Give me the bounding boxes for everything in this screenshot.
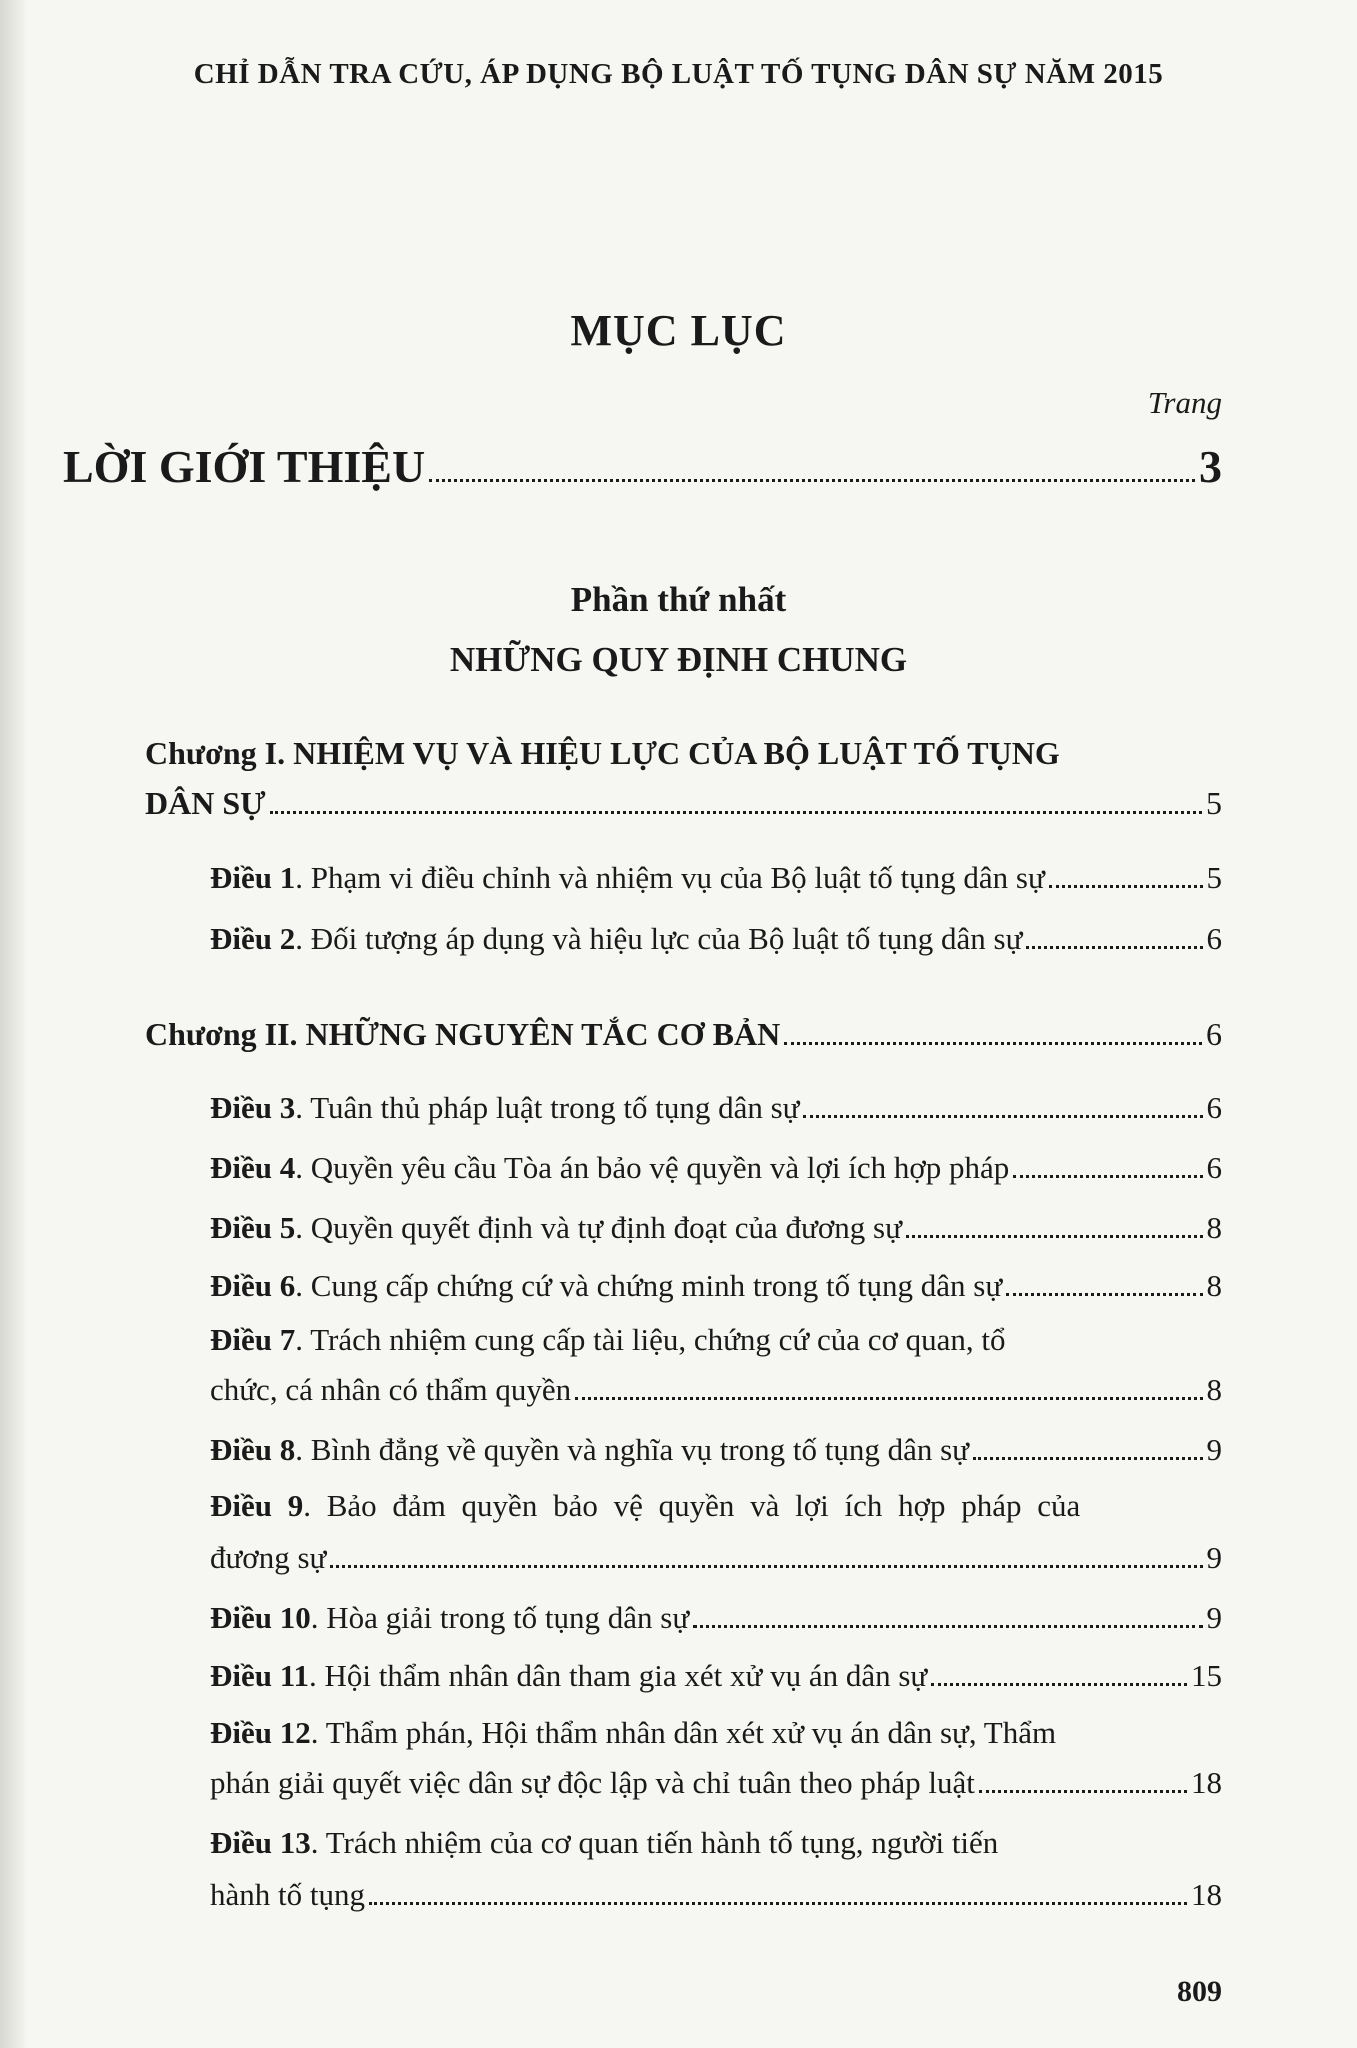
leader-dots xyxy=(1013,1174,1202,1178)
article-7-title-line1: . Trách nhiệm cung cấp tài liệu, chứng cứ của cơ quan, tổ xyxy=(295,1322,1006,1357)
article-1-title: . Phạm vi điều chỉnh và nhiệm vụ của Bộ luật tố tụng dân sự xyxy=(295,860,1045,895)
article-3-number: Điều 3 xyxy=(210,1090,296,1125)
chapter-2-entry[interactable] xyxy=(145,1016,1222,1053)
leader-dots xyxy=(330,1564,1202,1568)
page-column-label: Trang xyxy=(1147,385,1222,420)
chapter-1-line1: Chương I. NHIỆM VỤ VÀ HIỆU LỰC CỦA BỘ LUẬT TỐ TỤNG xyxy=(145,735,1060,771)
leader-dots xyxy=(1026,945,1202,949)
article-12-title-line1: . Thẩm phán, Hội thẩm nhân dân xét xử vụ án dân sự, Thẩm xyxy=(310,1715,1057,1750)
article-8-page: 9 xyxy=(1206,1432,1222,1467)
article-11-title: . Hội thẩm nhân dân tham gia xét xử vụ án dân sự xyxy=(309,1658,928,1693)
chapter-1-line2: DÂN SỰ xyxy=(145,785,266,821)
article-2[interactable] xyxy=(210,921,1222,957)
article-7-number: Điều 7 xyxy=(210,1322,296,1357)
chapter-1-page: 5 xyxy=(1206,785,1222,821)
article-10-title: . Hòa giải trong tố tụng dân sự xyxy=(310,1600,690,1635)
leader-dots xyxy=(369,1901,1187,1905)
article-12-number: Điều 12 xyxy=(210,1715,311,1750)
article-3[interactable] xyxy=(210,1090,1222,1126)
article-7-title-line2: chức, cá nhân có thẩm quyền xyxy=(210,1372,572,1407)
article-5[interactable] xyxy=(210,1210,1222,1246)
leader-dots xyxy=(1006,1292,1202,1296)
article-12[interactable] xyxy=(210,1765,1222,1801)
article-6-number: Điều 6 xyxy=(210,1268,296,1303)
article-12-page: 18 xyxy=(1191,1765,1222,1800)
article-8[interactable] xyxy=(210,1432,1222,1468)
article-7-page: 8 xyxy=(1206,1372,1222,1407)
part-number: Phần thứ nhất xyxy=(570,580,787,619)
article-2-title: . Đối tượng áp dụng và hiệu lực của Bộ luật tố tụng dân sự xyxy=(295,921,1023,956)
article-13-line1 xyxy=(210,1825,998,1861)
chapter-1-entry[interactable] xyxy=(145,785,1222,822)
article-6-page: 8 xyxy=(1206,1268,1222,1303)
intro-entry[interactable] xyxy=(63,440,1222,493)
intro-label: LỜI GIỚI THIỆU xyxy=(63,441,426,492)
article-9-title-line2: đương sự xyxy=(210,1540,327,1575)
leader-dots xyxy=(575,1396,1202,1400)
article-13-title-line1: . Trách nhiệm của cơ quan tiến hành tố tụng, người tiến xyxy=(310,1825,999,1860)
article-4-number: Điều 4 xyxy=(210,1150,296,1185)
article-5-number: Điều 5 xyxy=(210,1210,296,1245)
article-5-page: 8 xyxy=(1206,1210,1222,1245)
leader-dots xyxy=(693,1624,1202,1628)
article-10-page: 9 xyxy=(1206,1600,1222,1635)
leader-dots xyxy=(429,478,1195,482)
article-1[interactable] xyxy=(210,860,1222,896)
article-13[interactable] xyxy=(210,1877,1222,1913)
article-12-title-line2: phán giải quyết việc dân sự độc lập và chỉ tuân theo pháp luật xyxy=(210,1765,975,1800)
article-9-title-line1: . Bảo đảm quyền bảo vệ quyền và lợi ích hợp pháp của xyxy=(303,1488,1081,1523)
article-2-page: 6 xyxy=(1206,921,1222,956)
article-13-title-line2: hành tố tụng xyxy=(210,1877,365,1912)
article-2-number: Điều 2 xyxy=(210,921,296,956)
leader-dots xyxy=(979,1789,1187,1793)
article-10[interactable] xyxy=(210,1600,1222,1636)
article-11-number: Điều 11 xyxy=(210,1658,310,1693)
running-head: CHỈ DẪN TRA CỨU, ÁP DỤNG BỘ LUẬT TỐ TỤNG DÂN SỰ NĂM 2015 xyxy=(193,58,1164,90)
article-7-line1 xyxy=(210,1322,1006,1358)
leader-dots xyxy=(803,1114,1202,1118)
intro-page: 3 xyxy=(1199,441,1222,492)
leader-dots xyxy=(973,1456,1203,1460)
article-9-page: 9 xyxy=(1206,1540,1222,1575)
article-4-title: . Quyền yêu cầu Tòa án bảo vệ quyền và lợi ích hợp pháp xyxy=(295,1150,1010,1185)
article-11-page: 15 xyxy=(1191,1658,1222,1693)
toc-title: MỤC LỤC xyxy=(570,306,787,355)
page-number: 809 xyxy=(1177,1975,1222,2008)
article-8-title: . Bình đẳng về quyền và nghĩa vụ trong tố tụng dân sự xyxy=(295,1432,969,1467)
part-name: NHỮNG QUY ĐỊNH CHUNG xyxy=(449,640,908,679)
article-12-line1 xyxy=(210,1715,1056,1751)
article-13-page: 18 xyxy=(1191,1877,1222,1912)
article-3-page: 6 xyxy=(1206,1090,1222,1125)
article-10-number: Điều 10 xyxy=(210,1600,311,1635)
article-6[interactable] xyxy=(210,1268,1222,1304)
article-1-number: Điều 1 xyxy=(210,860,296,895)
article-8-number: Điều 8 xyxy=(210,1432,296,1467)
article-4-page: 6 xyxy=(1206,1150,1222,1185)
leader-dots xyxy=(906,1234,1203,1238)
article-9-line1 xyxy=(210,1488,1080,1524)
chapter-2-page: 6 xyxy=(1206,1016,1222,1052)
article-13-number: Điều 13 xyxy=(210,1825,311,1860)
chapter-2-title: Chương II. NHỮNG NGUYÊN TẮC CƠ BẢN xyxy=(145,1016,781,1052)
article-6-title: . Cung cấp chứng cứ và chứng minh trong tố tụng dân sự xyxy=(295,1268,1003,1303)
article-9[interactable] xyxy=(210,1540,1222,1576)
article-9-number: Điều 9 xyxy=(210,1488,304,1523)
leader-dots xyxy=(931,1682,1187,1686)
article-3-title: . Tuân thủ pháp luật trong tố tụng dân sự xyxy=(295,1090,800,1125)
leader-dots xyxy=(270,810,1202,814)
article-1-page: 5 xyxy=(1206,860,1222,895)
leader-dots xyxy=(784,1041,1202,1045)
article-4[interactable] xyxy=(210,1150,1222,1186)
article-5-title: . Quyền quyết định và tự định đoạt của đương sự xyxy=(295,1210,902,1245)
article-7[interactable] xyxy=(210,1372,1222,1408)
leader-dots xyxy=(1049,884,1203,888)
article-11[interactable] xyxy=(210,1658,1222,1694)
